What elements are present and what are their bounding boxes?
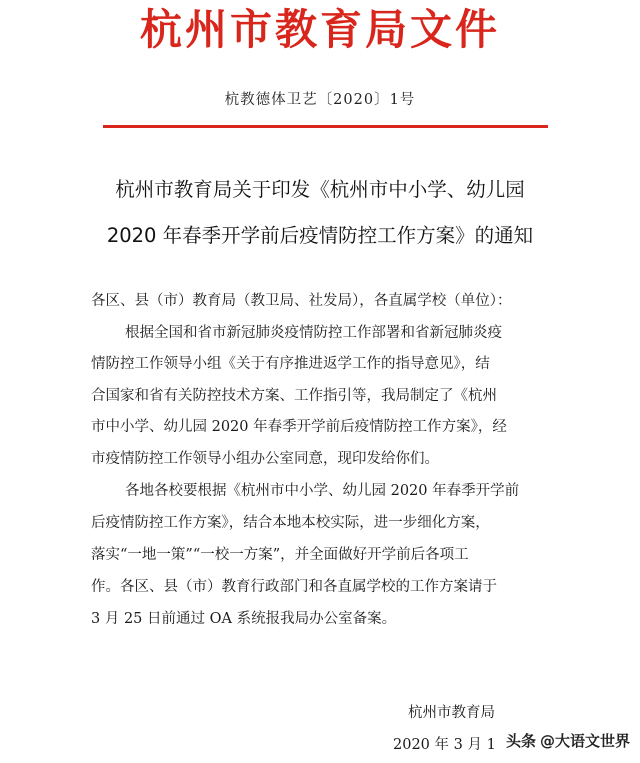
signature-organization: 杭州市教育局: [408, 705, 495, 721]
notice-title-line-2: 2020 年春季开学前后疫情防控工作方案》的通知: [106, 224, 534, 247]
body-line-salutation: 各区、县（市）教育局（教卫局、社发局），各直属学校（单位）：: [91, 293, 512, 309]
body-line: 3 月 25 日前通过 OA 系统报我局办公室备案。: [91, 611, 397, 627]
red-divider-line: [103, 125, 548, 128]
watermark-account: @大语文世界: [540, 731, 631, 750]
body-line: 各地各校要根据《杭州市中小学、幼儿园 2020 年春季开学前: [125, 483, 520, 499]
body-line: 市疫情防控工作领导小组办公室同意，现印发给你们。: [91, 451, 439, 467]
signature-date: 2020 年 3 月 1: [393, 737, 496, 753]
body-line: 情防控工作领导小组《关于有序推进返学工作的指导意见》，结: [91, 356, 490, 372]
body-line: 作。各区、县（市）教育行政部门和各直属学校的工作方案请于: [91, 579, 497, 595]
watermark-platform: 头条: [506, 731, 537, 750]
body-line: 市中小学、幼儿园 2020 年春季开学前后疫情防控工作方案》，经: [91, 419, 507, 435]
platform-watermark: [500, 727, 636, 753]
notice-title-line-1: 杭州市教育局关于印发《杭州市中小学、幼儿园: [115, 178, 525, 201]
document-header-title: 杭州市教育局文件: [139, 5, 500, 54]
body-line: 后疫情防控工作方案》，结合本地本校实际，进一步细化方案，: [91, 515, 490, 531]
body-line: 根据全国和省市新冠肺炎疫情防控工作部署和省新冠肺炎疫: [125, 325, 502, 341]
body-line: 落实“一地一策”“一校一方案”，并全面做好开学前后各项工: [91, 547, 469, 563]
document-number: 杭教德体卫艺〔2020〕1号: [224, 92, 416, 108]
body-line: 合国家和省有关防控技术方案、工作指引等，我局制定了《杭州: [91, 388, 497, 404]
